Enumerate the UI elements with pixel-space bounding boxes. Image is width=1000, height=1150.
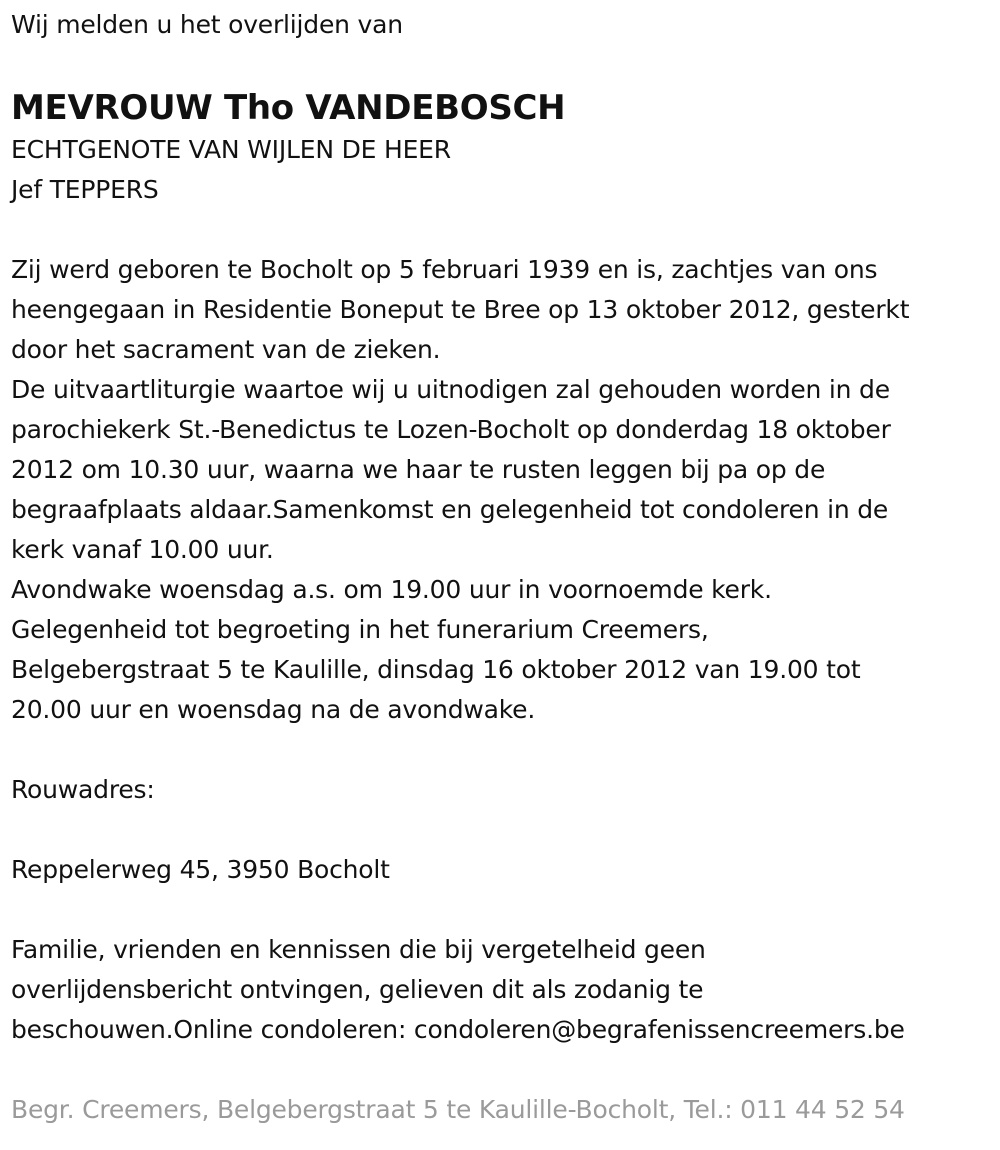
- body-line: Avondwake woensdag a.s. om 19.00 uur in voornoemde kerk.: [11, 575, 772, 604]
- body-line: De uitvaartliturgie waartoe wij u uitnodigen zal gehouden worden in de: [11, 375, 890, 404]
- closing-paragraph: [11, 930, 986, 1050]
- closing-line: Familie, vrienden en kennissen die bij vergetelheid geen: [11, 935, 706, 964]
- address-value: Reppelerweg 45, 3950 Bocholt: [11, 855, 390, 884]
- body-line: 20.00 uur en woensdag na de avondwake.: [11, 695, 536, 724]
- body-paragraph: [11, 250, 986, 730]
- funeral-home-footer: Begr. Creemers, Belgebergstraat 5 te Kaulille-Bocholt, Tel.: 011 44 52 54: [11, 1095, 905, 1124]
- intro-text: Wij melden u het overlijden van: [11, 10, 403, 39]
- body-line: 2012 om 10.30 uur, waarna we haar te rusten leggen bij pa op de: [11, 455, 826, 484]
- address-label: Rouwadres:: [11, 775, 155, 804]
- body-line: Belgebergstraat 5 te Kaulille, dinsdag 16 oktober 2012 van 19.00 tot: [11, 655, 861, 684]
- spacer: [11, 890, 986, 930]
- body-line: heengegaan in Residentie Boneput te Bree op 13 oktober 2012, gesterkt: [11, 295, 910, 324]
- spouse-name: Jef TEPPERS: [11, 175, 159, 204]
- body-line: Zij werd geboren te Bocholt op 5 februari 1939 en is, zachtjes van ons: [11, 255, 878, 284]
- obituary-notice: [11, 0, 986, 1130]
- body-line: kerk vanaf 10.00 uur.: [11, 535, 274, 564]
- spacer: [11, 730, 986, 770]
- body-line: door het sacrament van de zieken.: [11, 335, 441, 364]
- spacer: [11, 810, 986, 850]
- spacer: [11, 210, 986, 250]
- body-line: parochiekerk St.-Benedictus te Lozen-Bocholt op donderdag 18 oktober: [11, 415, 891, 444]
- spacer: [11, 1050, 986, 1090]
- relation-text: ECHTGENOTE VAN WIJLEN DE HEER: [11, 135, 451, 164]
- body-line: begraafplaats aldaar.Samenkomst en gelegenheid tot condoleren in de: [11, 495, 889, 524]
- body-line: Gelegenheid tot begroeting in het funerarium Creemers,: [11, 615, 709, 644]
- closing-line: beschouwen.Online condoleren: condoleren@begrafenissencreemers.be: [11, 1015, 905, 1044]
- deceased-name: MEVROUW Tho VANDEBOSCH: [11, 88, 566, 128]
- closing-line: overlijdensbericht ontvingen, gelieven dit als zodanig te: [11, 975, 704, 1004]
